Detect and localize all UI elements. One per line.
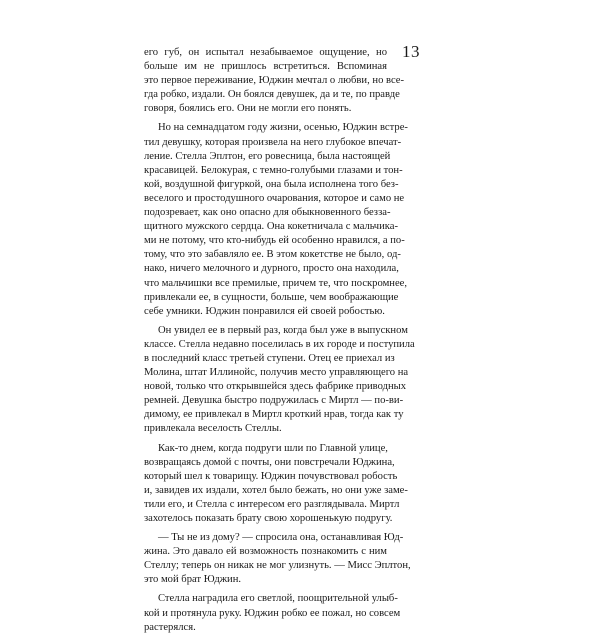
text-line: и, завидев их издали, хотел было бежать, но они уже заме-	[144, 484, 408, 496]
text-line: возвращаясь домой с почты, они повстречали Юджина,	[144, 456, 395, 468]
paragraph	[144, 324, 415, 437]
text-line: ми не потому, что кто-нибудь ей особенно нравился, а по-	[144, 235, 405, 247]
text-line: больше им не пришлось встретиться. Вспоминая	[144, 61, 387, 73]
text-line: Но на семнадцатом году жизни, осенью, Юджин встре-	[158, 122, 408, 134]
text-line: себе умники. Юджин понравился ей своей робостью.	[144, 305, 385, 317]
text-line: тому, что это забавляло ее. В этом кокетстве не было, од-	[144, 249, 401, 261]
text-line: привлекали ее, в сущности, больше, чем воображающие	[144, 291, 399, 303]
text-line: красавицей. Белокурая, с темно-голубыми глазами и тон-	[144, 164, 403, 176]
text-line: который шел к товарищу. Юджин почувствовал робость	[144, 470, 398, 482]
text-line: Как-то днем, когда подруги шли по Главной улице,	[158, 442, 388, 454]
text-line: новой, только что открывшейся здесь фабрике приводных	[144, 381, 407, 393]
text-line: димому, ее привлекал в Миртл кроткий нрав, тогда как ту	[144, 409, 404, 421]
text-line: Молина, штат Иллинойс, получив место управляющего на	[144, 367, 409, 379]
text-line: — Ты не из дому? — спросила она, останавливая Юд-	[158, 532, 404, 544]
text-line: это мой брат Юджин.	[144, 574, 242, 586]
text-line: кой и протянула руку. Юджин робко ее пожал, но совсем	[144, 607, 401, 619]
text-line: говоря, боялись его. Они не могли его понять.	[144, 103, 352, 115]
text-line: Он увидел ее в первый раз, когда был уже в выпускном	[158, 324, 408, 336]
text-line: тили его, и Стелла с интересом его разглядывала. Миртл	[144, 498, 400, 510]
text-line: гда робко, издали. Он боялся девушек, да и те, по правде	[144, 89, 400, 101]
text-line: кой, воздушной фигуркой, она была исполнена того без-	[144, 178, 399, 190]
page-number: 13	[402, 42, 420, 61]
text-line: подозревает, как оно опасно для обыкновенного безза-	[144, 207, 391, 219]
paragraph	[144, 121, 408, 318]
text-line: ление. Стелла Эплтон, его ровесница, была настоящей	[144, 150, 391, 162]
text-line: классе. Стелла недавно поселилась в их городе и поступила	[144, 338, 415, 350]
paragraph	[144, 592, 401, 634]
text-line: Стеллу; теперь он никак не мог улизнуть. — Мисс Эплтон,	[144, 560, 411, 572]
paragraph	[144, 442, 408, 527]
text-line: захотелось показать брату свою хорошенькую подругу.	[144, 513, 393, 524]
text-line: ремней. Девушка быстро подружилась с Миртл — по-ви-	[144, 395, 404, 407]
paragraph	[144, 531, 411, 587]
text-line: жина. Это давало ей возможность познакомить с ним	[144, 546, 387, 558]
paragraph	[144, 46, 405, 116]
text-line: Стелла наградила его светлой, поощрительной улыб-	[158, 593, 398, 605]
text-line: нако, ничего мелочного и дурного, просто она находила,	[144, 263, 399, 275]
text-line: тил девушку, которая произвела на него глубокое впечат-	[144, 136, 402, 148]
text-line: это первое переживание, Юджин мечтал о любви, но все-	[144, 75, 405, 87]
text-line: в последний класс третьей ступени. Отец ее приехал из	[144, 352, 395, 364]
text-line: щитного мужского сердца. Она кокетничала с мальчика-	[144, 221, 399, 233]
text-line: что мальчишки все премилые, причем те, что поскромнее,	[144, 277, 407, 289]
text-line: его губ, он испытал незабываемое ощущение, но	[144, 47, 387, 58]
text-line: веселого и простодушного очарования, которое и само не	[144, 192, 405, 204]
text-line: привлекала веселость Стеллы.	[144, 423, 282, 435]
text-line: растерялся.	[144, 621, 196, 633]
